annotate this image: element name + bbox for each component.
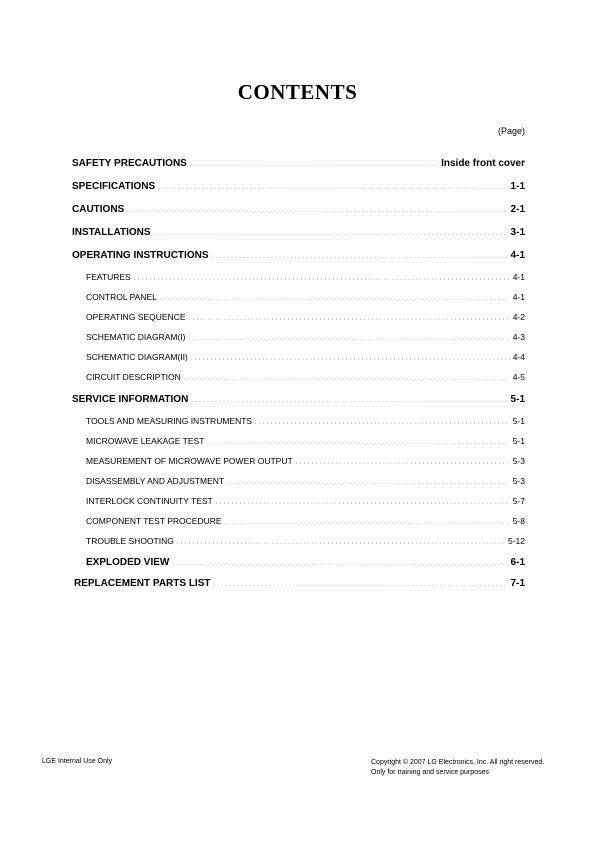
dot-leader [184, 372, 510, 382]
toc-subentry[interactable] [86, 272, 525, 282]
dot-leader [296, 456, 510, 466]
dot-leader [213, 578, 507, 589]
toc-entry-label: SERVICE INFORMATION [72, 394, 189, 405]
dot-leader [189, 312, 510, 322]
dot-leader [188, 332, 509, 342]
toc-entry-label: CONTROL PANEL [86, 292, 157, 302]
dot-leader [211, 250, 507, 261]
toc-entry-page: 4-2 [512, 312, 525, 322]
toc-subentry[interactable] [86, 352, 525, 362]
footer-copyright [371, 758, 544, 778]
toc-entry-label: CIRCUIT DESCRIPTION [86, 372, 181, 382]
copyright-line: Copyright © 2007 LG Electronics, Inc. All right reserved. [371, 759, 545, 766]
toc-entry-label: REPLACEMENT PARTS LIST [74, 578, 211, 589]
dot-leader [154, 227, 508, 238]
toc-entry-label: TOOLS AND MEASURING INSTRUMENTS [86, 416, 253, 426]
toc-entry-label: EXPLODED VIEW [86, 557, 170, 568]
toc-subentry[interactable] [86, 372, 525, 382]
dot-leader [191, 352, 510, 362]
dot-leader [255, 416, 510, 426]
toc-subentry[interactable] [86, 292, 525, 302]
toc-entry[interactable] [72, 204, 525, 215]
toc-subentry[interactable] [86, 496, 525, 506]
toc-entry-page: 5-1 [512, 416, 525, 426]
toc-entry-label: MEASUREMENT OF MICROWAVE POWER OUTPUT [86, 456, 293, 466]
toc-entry-page: 3-1 [510, 227, 525, 238]
toc-entry[interactable] [72, 394, 525, 405]
toc-subentry[interactable] [86, 516, 525, 526]
toc-entry-page: Inside front cover [441, 158, 525, 169]
dot-leader [216, 496, 510, 506]
toc-entry-page: 5-8 [512, 516, 525, 526]
dot-leader [160, 292, 510, 302]
page-column-label: (Page) [497, 126, 525, 136]
dot-leader [158, 181, 507, 192]
toc-entry-label: SPECIFICATIONS [72, 181, 156, 192]
toc-entry[interactable] [72, 158, 525, 169]
toc-entry-page: 4-1 [510, 250, 525, 261]
toc-entry-page: 1-1 [510, 181, 525, 192]
toc-entry-page: 4-1 [512, 272, 525, 282]
toc-subentry[interactable] [86, 416, 525, 426]
toc-entry-label: SCHEMATIC DIAGRAM(II) [86, 352, 188, 362]
dot-leader [191, 394, 507, 405]
toc-entry-label: SCHEMATIC DIAGRAM(I) [86, 332, 186, 342]
dot-leader [207, 436, 509, 446]
usage-note-line: Only for training and service purposes [371, 769, 489, 776]
toc-entry[interactable] [72, 250, 525, 261]
toc-entry[interactable] [72, 227, 525, 238]
toc-entry-label: OPERATING SEQUENCE [86, 312, 186, 322]
toc-entry-page: 7-1 [510, 578, 525, 589]
dot-leader [134, 272, 510, 282]
toc-entry-page: 5-3 [512, 476, 525, 486]
toc-subentry[interactable] [86, 476, 525, 486]
toc-entry-label: OPERATING INSTRUCTIONS [72, 250, 209, 261]
dot-leader [177, 536, 505, 546]
toc-entry[interactable] [86, 557, 525, 568]
toc-entry-label: FEATURES [86, 272, 131, 282]
dot-leader [190, 158, 438, 169]
toc-entry-page: 6-1 [510, 557, 525, 568]
dot-leader [127, 204, 507, 215]
dot-leader [225, 516, 510, 526]
toc-entry[interactable] [74, 578, 525, 589]
toc-entry-label: CAUTIONS [72, 204, 125, 215]
toc-subentry[interactable] [86, 332, 525, 342]
toc-subentry[interactable] [86, 456, 525, 466]
toc-entry-page: 5-1 [510, 394, 525, 405]
toc-subentry[interactable] [86, 312, 525, 322]
toc-entry-label: COMPONENT TEST PROCEDURE [86, 516, 222, 526]
toc-entry-page: 4-3 [512, 332, 525, 342]
dot-leader [172, 557, 507, 568]
toc-entry-page: 2-1 [510, 204, 525, 215]
toc-subentry[interactable] [86, 436, 525, 446]
toc-entry-page: 4-5 [512, 372, 525, 382]
toc-entry-label: MICROWAVE LEAKAGE TEST [86, 436, 205, 446]
dot-leader [227, 476, 510, 486]
footer-internal-use: LGE Internal Use Only [42, 758, 113, 765]
toc-entry-page: 5-1 [512, 436, 525, 446]
toc-entry-label: TROUBLE SHOOTING [86, 536, 174, 546]
toc-entry-label: DISASSEMBLY AND ADJUSTMENT [86, 476, 225, 486]
toc-entry-page: 5-7 [512, 496, 525, 506]
toc-entry[interactable] [72, 181, 525, 192]
toc-entry-label: INTERLOCK CONTINUITY TEST [86, 496, 213, 506]
toc-entry-page: 5-3 [512, 456, 525, 466]
toc-entry-page: 5-12 [507, 536, 525, 546]
toc-entry-page: 4-4 [512, 352, 525, 362]
toc-entry-label: INSTALLATIONS [72, 227, 151, 238]
toc-subentry[interactable] [86, 536, 525, 546]
toc-entry-page: 4-1 [512, 292, 525, 302]
toc-entry-label: SAFETY PRECAUTIONS [72, 158, 187, 169]
page-title: CONTENTS [237, 80, 358, 104]
